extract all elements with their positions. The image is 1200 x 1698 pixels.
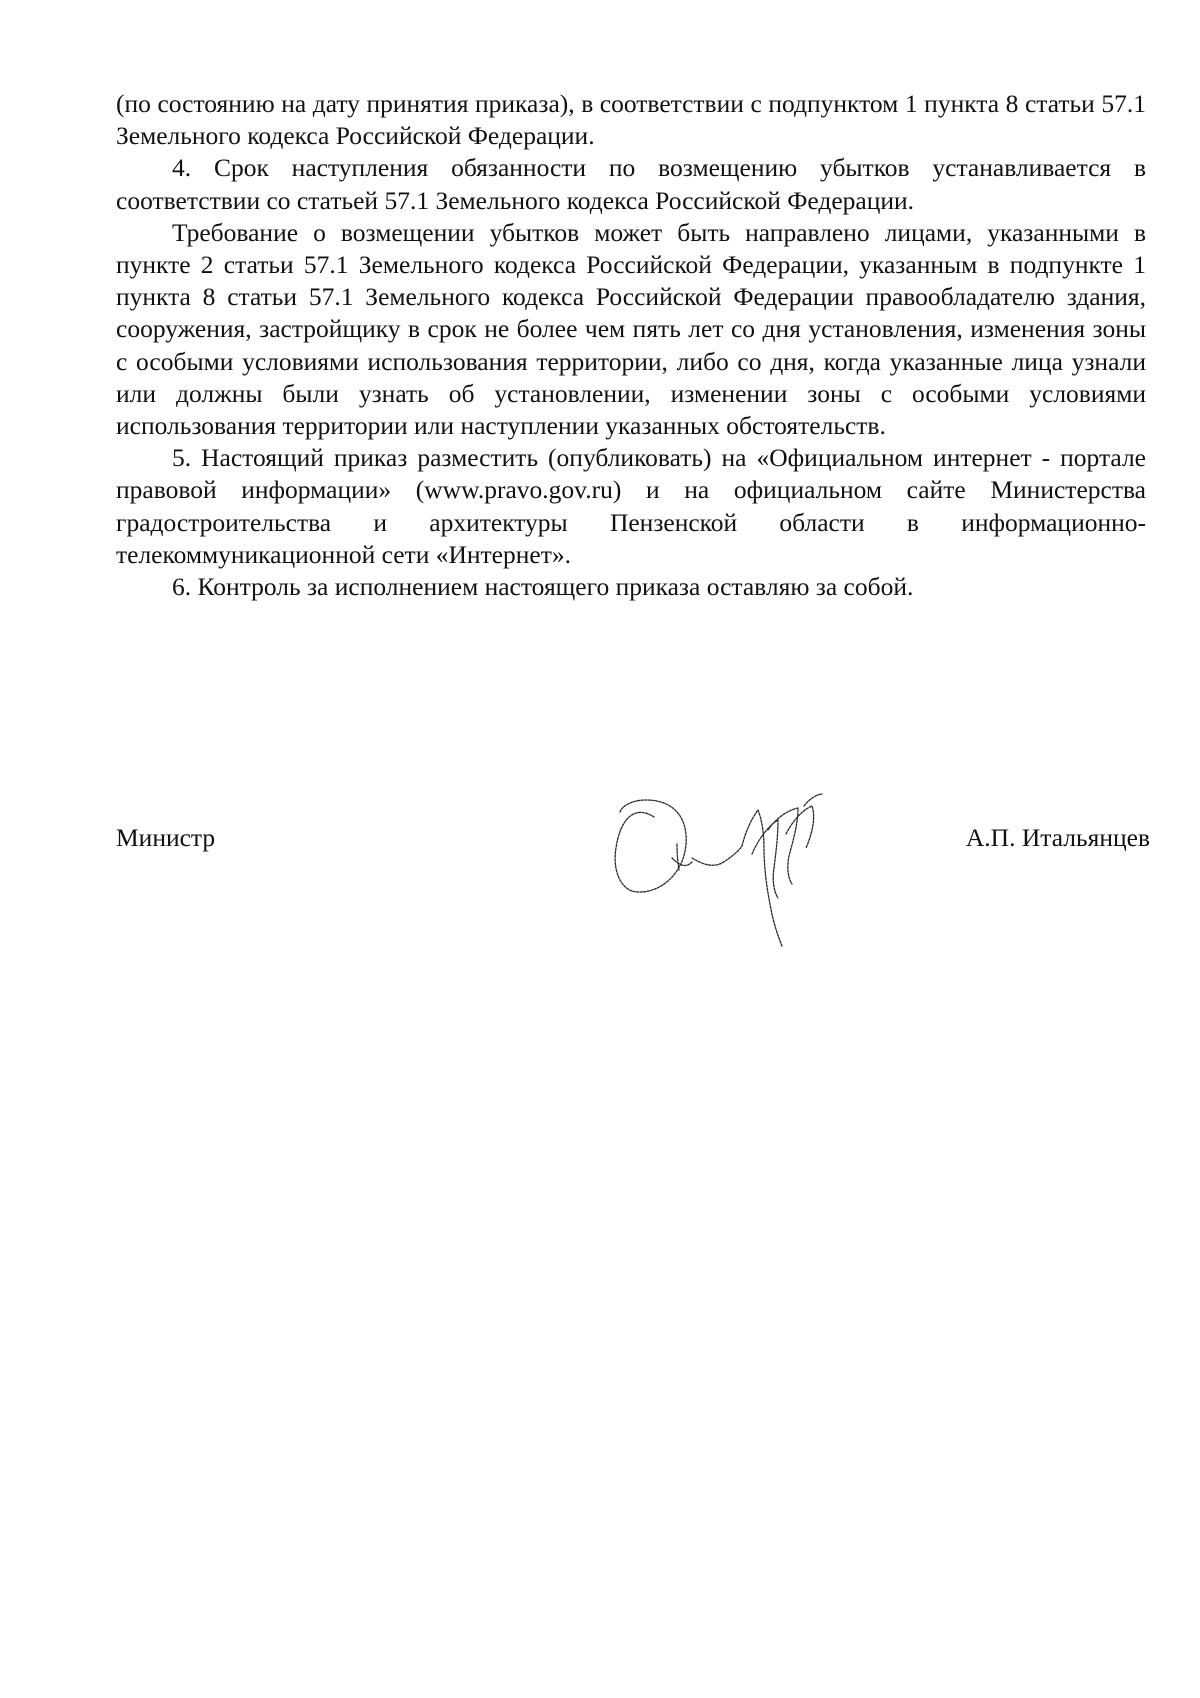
signature-mid-stroke xyxy=(752,820,778,898)
signature-long-stroke xyxy=(742,810,782,946)
signature-block xyxy=(116,760,1150,950)
paragraph-continuation: (по состоянию на дату принятия приказа), в соответствии с подпунктом 1 пункта 8 статьи 57.1 Земельного кодекса Российской Федерации. xyxy=(116,89,1146,151)
signature-flourish-b xyxy=(786,806,814,848)
paragraph-item-6: 6. Контроль за исполнением настоящего приказа оставляю за собой. xyxy=(172,572,914,602)
paragraph-damages-claim: Требование о возмещении убытков может быть направлено лицами, указанными в пункте 2 статьи 57.1 Земельного кодекса Российской Федерации, указанным в подпункте 1 пункта 8 статьи 57.1 Земельного кодекса Российской Федерации правообладателю здания, сооружения, застройщику в срок не более чем пять лет со дня установления, изменения зоны с особыми условиями использования территории, либо со дня, когда указанные лица узнали или должны были узнать об установлении, изменении зоны с особыми условиями использования территории или наступлении указанных обстоятельств. xyxy=(116,217,1146,441)
signature-ink xyxy=(615,794,822,946)
signature-drawing xyxy=(536,760,836,950)
handwritten-signature xyxy=(536,760,836,950)
signature-inner-stroke xyxy=(677,844,679,870)
signature-flourish-a xyxy=(768,808,798,884)
paragraph-item-4: 4. Срок наступления обязанности по возмещению убытков устанавливается в соответствии со статьей 57.1 Земельного кодекса Российской Федерации. xyxy=(116,153,1146,215)
signature-tail xyxy=(804,794,822,806)
signature-connector xyxy=(692,846,742,865)
signature-loop xyxy=(615,800,686,892)
signer-name: А.П. Итальянцев xyxy=(965,823,1150,852)
paragraph-item-5: 5. Настоящий приказ разместить (опубликовать) на «Официальном интернет - портале правовой информации» (www.pravo.gov.ru) и на официальном сайте Министерства градостроительства и архитектуры Пензенской области в информационно-телекоммуникационной сети «Интернет». xyxy=(116,443,1146,569)
document-body xyxy=(116,88,1146,603)
signer-position: Министр xyxy=(116,823,216,852)
